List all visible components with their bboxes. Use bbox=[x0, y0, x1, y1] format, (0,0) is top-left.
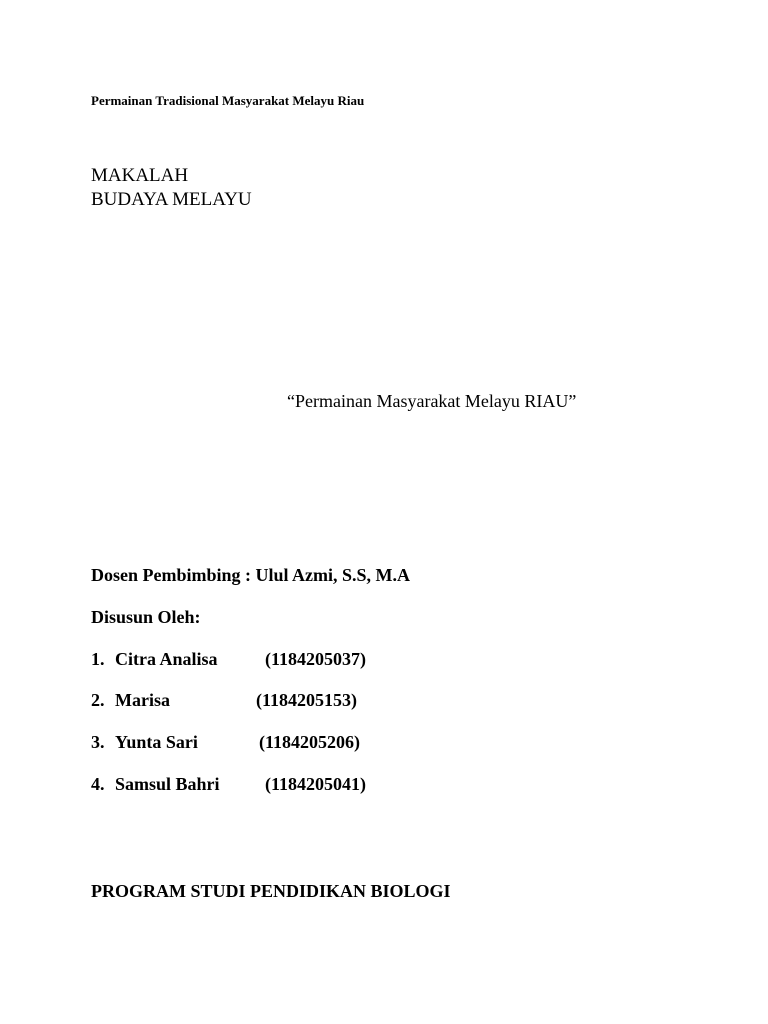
supervisor-line: Dosen Pembimbing : Ulul Azmi, S.S, M.A bbox=[91, 565, 411, 585]
author-nim: (1184205206) bbox=[259, 732, 360, 752]
author-name: Samsul Bahri bbox=[115, 774, 220, 794]
title-line-2: BUDAYA MELAYU bbox=[91, 189, 252, 210]
author-name: Marisa bbox=[115, 690, 170, 710]
author-name: Yunta Sari bbox=[115, 732, 198, 752]
study-program: PROGRAM STUDI PENDIDIKAN BIOLOGI bbox=[91, 881, 451, 901]
author-number: 4. bbox=[91, 774, 105, 794]
author-nim: (1184205153) bbox=[256, 690, 357, 710]
authors-heading: Disusun Oleh: bbox=[91, 607, 201, 627]
author-number: 2. bbox=[91, 690, 105, 710]
author-name: Citra Analisa bbox=[115, 649, 218, 669]
author-number: 3. bbox=[91, 732, 105, 752]
author-number: 1. bbox=[91, 649, 105, 669]
author-nim: (1184205041) bbox=[265, 774, 366, 794]
running-header: Permainan Tradisional Masyarakat Melayu Riau bbox=[91, 93, 365, 108]
author-nim: (1184205037) bbox=[265, 649, 366, 669]
paper-subtitle: “Permainan Masyarakat Melayu RIAU” bbox=[287, 391, 577, 411]
title-line-1: MAKALAH bbox=[91, 165, 189, 186]
title-block bbox=[91, 164, 252, 212]
